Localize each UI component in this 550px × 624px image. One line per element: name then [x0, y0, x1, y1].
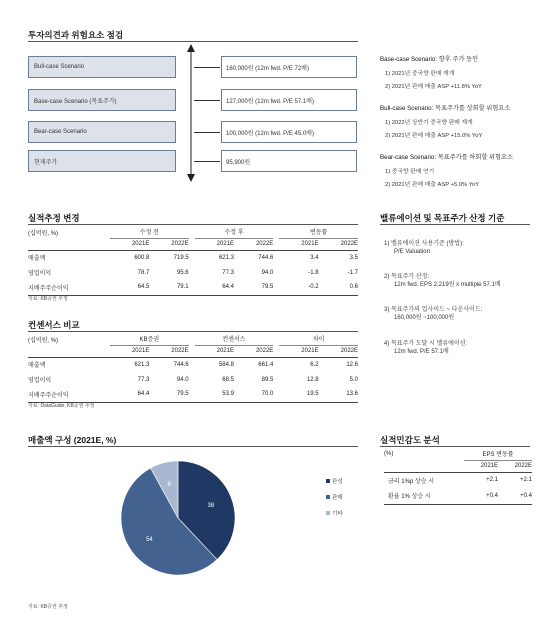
cell: 584.8: [218, 361, 234, 368]
cell: 621.3: [134, 361, 150, 368]
cell: -1.8: [308, 269, 319, 276]
earnings-table: [28, 226, 358, 296]
cell: 744.6: [173, 361, 189, 368]
legend-label: 기타: [332, 511, 343, 517]
valuation-item: [384, 240, 544, 256]
cell: -1.7: [347, 269, 358, 276]
table-row: [28, 265, 358, 280]
consensus-table: [28, 333, 358, 403]
cell: 89.5: [261, 376, 274, 383]
note-heading: Bear-case Scenario: 목표주가를 하회할 위험요소: [380, 154, 513, 161]
group-header: KB증권: [110, 333, 189, 345]
cell: 94.0: [261, 269, 274, 276]
cell: 68.5: [222, 376, 234, 383]
row-label: 환율 1% 상승 시: [388, 494, 431, 501]
valuation-list: [384, 240, 544, 356]
legend-swatch: [326, 495, 330, 499]
valuation-item-head: 4) 목표주가 도달 시 밸류에이션:: [384, 340, 468, 347]
base-case-label: Base-case Scenario (목표주가): [34, 98, 117, 105]
group-header: 수정 후: [195, 226, 274, 238]
cell: 94.0: [176, 376, 189, 383]
legend-swatch: [326, 511, 330, 515]
year-header: 2021E: [216, 241, 234, 247]
divider: [28, 41, 358, 42]
cell: 79.1: [176, 284, 189, 291]
cell: 79.5: [261, 284, 274, 291]
year-header: 2022E: [340, 348, 358, 354]
bear-case-note: [380, 152, 545, 188]
bear-case-label: Bear-case Scenario: [34, 129, 87, 135]
valuation-item-head: 3) 목표주가의 업사이드 ~ 다운사이드:: [384, 307, 483, 314]
section-title-earnings: 실적추정 변경: [28, 213, 80, 223]
cell: 3.4: [310, 254, 319, 261]
table-row: [384, 488, 532, 504]
group-header: 변동률: [279, 226, 358, 238]
cell: 3.5: [349, 254, 358, 261]
note-line: 2) 2021년 판매 매출 ASP +15.0% YoY: [385, 133, 483, 139]
unit-label: (%): [384, 451, 394, 457]
table-row: [28, 250, 358, 265]
cell: 661.4: [258, 361, 274, 368]
cell: 621.3: [218, 254, 234, 261]
cell: 5.0: [349, 376, 358, 383]
cell: 719.5: [173, 254, 189, 261]
cell: +0.4: [486, 492, 498, 499]
divider: [380, 224, 530, 225]
unit-label: (십억원, %): [28, 230, 59, 237]
row-label: 지배주주순이익: [28, 392, 69, 399]
year-header: 2022E: [340, 241, 358, 247]
section-title-valuation: 밸류에이션 및 목표주가 산정 기준: [380, 213, 505, 223]
row-label: 금리 1%p 상승 시: [388, 478, 434, 485]
cell: 77.3: [137, 376, 150, 383]
cell: 95.6: [176, 269, 189, 276]
pie-data-label: 38: [207, 502, 215, 509]
year-header: 2021E: [301, 241, 319, 247]
valuation-item-detail: 160,000원 ~100,000원: [394, 315, 455, 322]
bull-case-note: [380, 103, 545, 139]
note-line: 1) 2021년 중국향 판매 재개: [385, 71, 455, 77]
cell: 12.8: [306, 376, 319, 383]
note-heading: Bull-case Scenario: 목표주가를 상회할 위험요소: [380, 105, 511, 112]
base-case-box: [28, 89, 176, 111]
section-title-consensus: 컨센서스 비교: [28, 320, 80, 330]
section-title-sales: 매출액 구성 (2021E, %): [28, 435, 117, 445]
year-header: 2022E: [255, 348, 274, 354]
bull-case-value-text: 160,000원 (12m fwd. P/E 72배): [226, 65, 309, 72]
cell: 64.4: [137, 391, 150, 398]
year-header: 2021E: [301, 348, 319, 354]
valuation-item: [384, 273, 544, 289]
year-header: 2022E: [171, 241, 189, 247]
group-header: 컨센서스: [195, 333, 274, 345]
base-case-value: [221, 89, 357, 111]
connector: [194, 161, 220, 162]
note-line: 1) 중국향 판매 연기: [385, 169, 435, 175]
valuation-item-detail: 12m fwd. EPS 2,219원 x multiple 57.1배: [394, 282, 501, 289]
cell: 0.6: [349, 284, 358, 291]
cell: 77.3: [222, 269, 234, 276]
cell: 53.9: [222, 391, 234, 398]
cell: -0.2: [308, 284, 319, 291]
cell: 600.8: [134, 254, 150, 261]
table-row: [28, 387, 358, 402]
unit-label: (십억원, %): [28, 337, 59, 344]
cell: 12.6: [346, 361, 358, 368]
scenario-notes: [380, 54, 545, 188]
row-label: 매출액: [28, 363, 46, 370]
year-header: 2022E: [514, 463, 532, 469]
legend-label: 판매: [332, 495, 343, 501]
valuation-item-detail: 12m fwd. P/E 57.1배: [394, 348, 449, 355]
section-title-sensitivity: 실적민감도 분석: [380, 435, 440, 445]
note-line: 2) 2021년 판매 매출 ASP +11.8% YoY: [385, 84, 482, 90]
year-header: 2021E: [131, 241, 150, 247]
table-row: [28, 357, 358, 372]
current-price-label: 현재주가: [34, 159, 58, 166]
valuation-item-detail: P/E Valuation: [394, 249, 430, 256]
cell: 19.5: [306, 391, 319, 398]
cell: +2.1: [520, 477, 532, 484]
group-header: 차이: [279, 333, 358, 345]
row-label: 영업이익: [28, 271, 52, 277]
year-header: 2021E: [131, 348, 150, 354]
pie-data-label: 54: [146, 536, 153, 543]
cell: 70.0: [261, 391, 274, 398]
valuation-item: [384, 306, 544, 322]
valuation-item: [384, 340, 544, 356]
bull-case-box: [28, 56, 176, 78]
cell: +2.1: [486, 477, 498, 484]
legend-label: 완성: [332, 479, 343, 485]
note-heading: Base-case Scenario: 향후 주가 동인: [380, 56, 479, 63]
group-header: EPS 변동률: [464, 448, 532, 460]
bear-case-box: [28, 121, 176, 143]
year-header: 2021E: [216, 348, 234, 354]
pie-data-label: 8: [167, 481, 171, 488]
bear-case-value: [221, 121, 357, 143]
cell: 13.6: [346, 391, 358, 398]
sensitivity-table: [384, 448, 532, 505]
connector: [194, 132, 220, 133]
row-label: 매출액: [28, 256, 46, 263]
note-line: 1) 2022년 상반기 중국향 판매 재개: [385, 120, 473, 126]
cell: 78.7: [137, 269, 150, 276]
base-case-value-text: 127,000원 (12m fwd. P/E 57.1배): [226, 98, 314, 105]
table-row: [28, 280, 358, 295]
row-label: 지배주주순이익: [28, 285, 69, 292]
cell: 64.4: [222, 284, 234, 291]
year-header: 2022E: [255, 241, 274, 247]
current-price-value-text: 95,900원: [226, 159, 251, 166]
table-row: [384, 472, 532, 488]
year-header: 2022E: [171, 348, 189, 354]
note-line: 2) 2021년 판매 매출 ASP +5.0% YoY: [385, 182, 480, 188]
source-note: 자료: KB증권 추정: [28, 296, 68, 302]
source-note: 자료: KB증권 추정: [28, 604, 68, 610]
base-case-note: [380, 54, 545, 90]
legend-swatch: [326, 479, 330, 483]
cell: 744.6: [258, 254, 274, 261]
connector: [194, 67, 220, 68]
divider: [28, 224, 358, 225]
current-price-value: [221, 150, 357, 172]
current-price-box: [28, 150, 176, 172]
group-header: 수정 전: [110, 226, 189, 238]
divider: [380, 446, 530, 447]
divider: [28, 331, 358, 332]
row-label: 영업이익: [28, 378, 52, 384]
connector: [194, 100, 220, 101]
divider: [28, 446, 358, 447]
bull-case-value: [221, 56, 357, 78]
cell: 79.5: [176, 391, 189, 398]
cell: 64.5: [137, 284, 150, 291]
valuation-item-head: 2) 목표주가 산정:: [384, 274, 430, 281]
bear-case-value-text: 100,000원 (12m fwd. P/E 45.0배): [226, 130, 314, 137]
cell: +0.4: [520, 492, 532, 499]
sales-pie-chart: [28, 450, 358, 596]
source-note: 자료: DataGuide, KB증권 추정: [28, 403, 95, 409]
valuation-item-head: 1) 밸류에이션 사용기준 (방법):: [384, 241, 464, 247]
year-header: 2021E: [480, 463, 498, 469]
section-title-investment: 투자의견과 위험요소 점검: [28, 30, 124, 40]
bull-case-label: Bull-case Scenario: [34, 64, 85, 70]
cell: 6.2: [310, 361, 319, 368]
table-row: [28, 372, 358, 387]
